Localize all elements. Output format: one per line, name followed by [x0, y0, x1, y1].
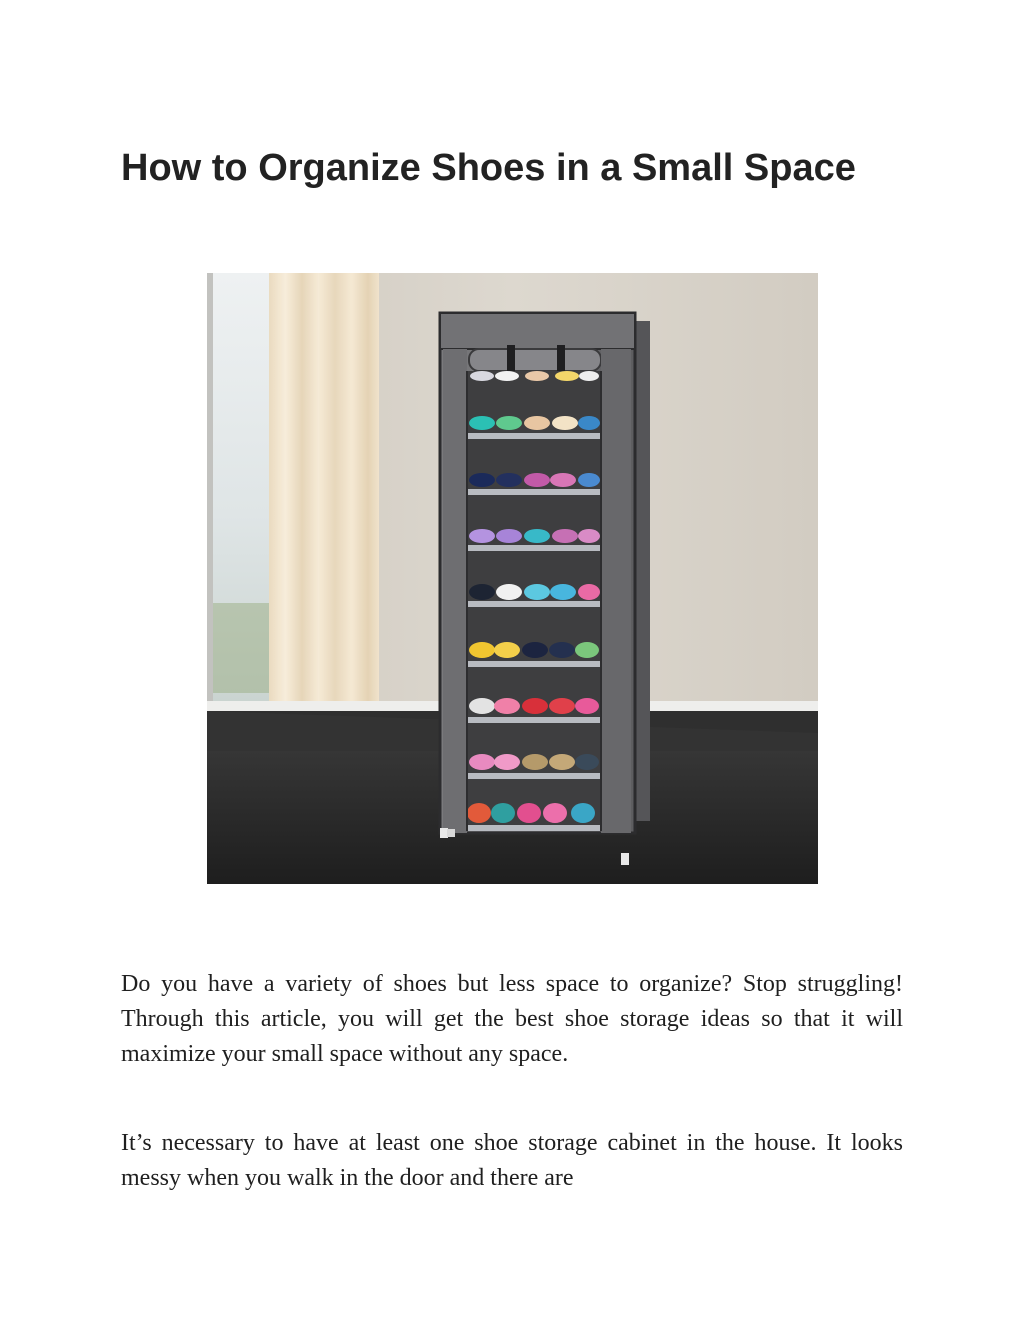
intro-paragraph: Do you have a variety of shoes but less space to organize? Stop struggling! Through this article, you will get the best shoe storage ideas so that it will maximize your small space without any space.: [121, 971, 903, 1067]
page-title: How to Organize Shoes in a Small Space: [121, 147, 856, 189]
shoe-rack-photo: [207, 273, 818, 884]
body-paragraph: It’s necessary to have at least one shoe storage cabinet in the house. It looks messy when you walk in the door and there are: [121, 1130, 903, 1191]
